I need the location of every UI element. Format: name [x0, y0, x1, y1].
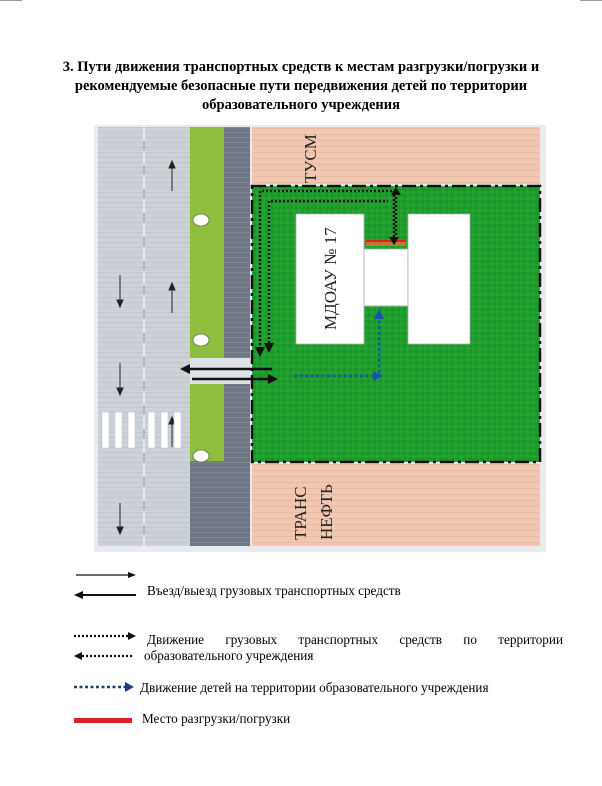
legend-truck-movement-text-1: Движение грузовых транспортных средств по территории — [147, 632, 563, 647]
page-title — [60, 58, 542, 115]
building-tusm — [252, 127, 540, 184]
legend-loading-symbol — [74, 718, 132, 723]
legend-loading-text: Место разгрузки/погрузки — [142, 711, 291, 726]
legend-children-text: Движение детей на территории образовательного учреждения — [140, 680, 489, 695]
school-territory — [252, 186, 540, 462]
building-transneft-label-2: НЕФТЬ — [317, 484, 336, 540]
building-transneft-label-1: ТРАНС — [291, 486, 310, 540]
title-line-3: образовательного учреждения — [202, 97, 400, 113]
page-corner-line-left — [0, 0, 22, 1]
school-wing-right — [408, 214, 470, 344]
building-tusm-label: ТУСМ — [301, 134, 320, 183]
pedestrian-path — [224, 127, 250, 546]
title-line-2: рекомендуемые безопасные пути передвижения детей по территории — [74, 78, 528, 94]
legend-entry-exit-text: Въезд/выезд грузовых транспортных средств — [147, 583, 401, 598]
legend-children-symbol — [70, 679, 140, 695]
site-plan — [94, 125, 546, 552]
title-line-1: 3. Пути движения транспортных средств к местам разгрузки/погрузки и — [62, 59, 540, 75]
page-corner-line-right — [580, 0, 602, 1]
sidewalk-gray-segment — [190, 461, 224, 546]
legend-truck-movement-text-2: образовательного учреждения — [144, 648, 314, 663]
school-label: МДОАУ № 17 — [321, 227, 340, 330]
legend-entry-exit-symbol — [70, 566, 140, 606]
school-connector — [364, 249, 408, 306]
legend-truck-movement-symbol — [70, 627, 140, 663]
